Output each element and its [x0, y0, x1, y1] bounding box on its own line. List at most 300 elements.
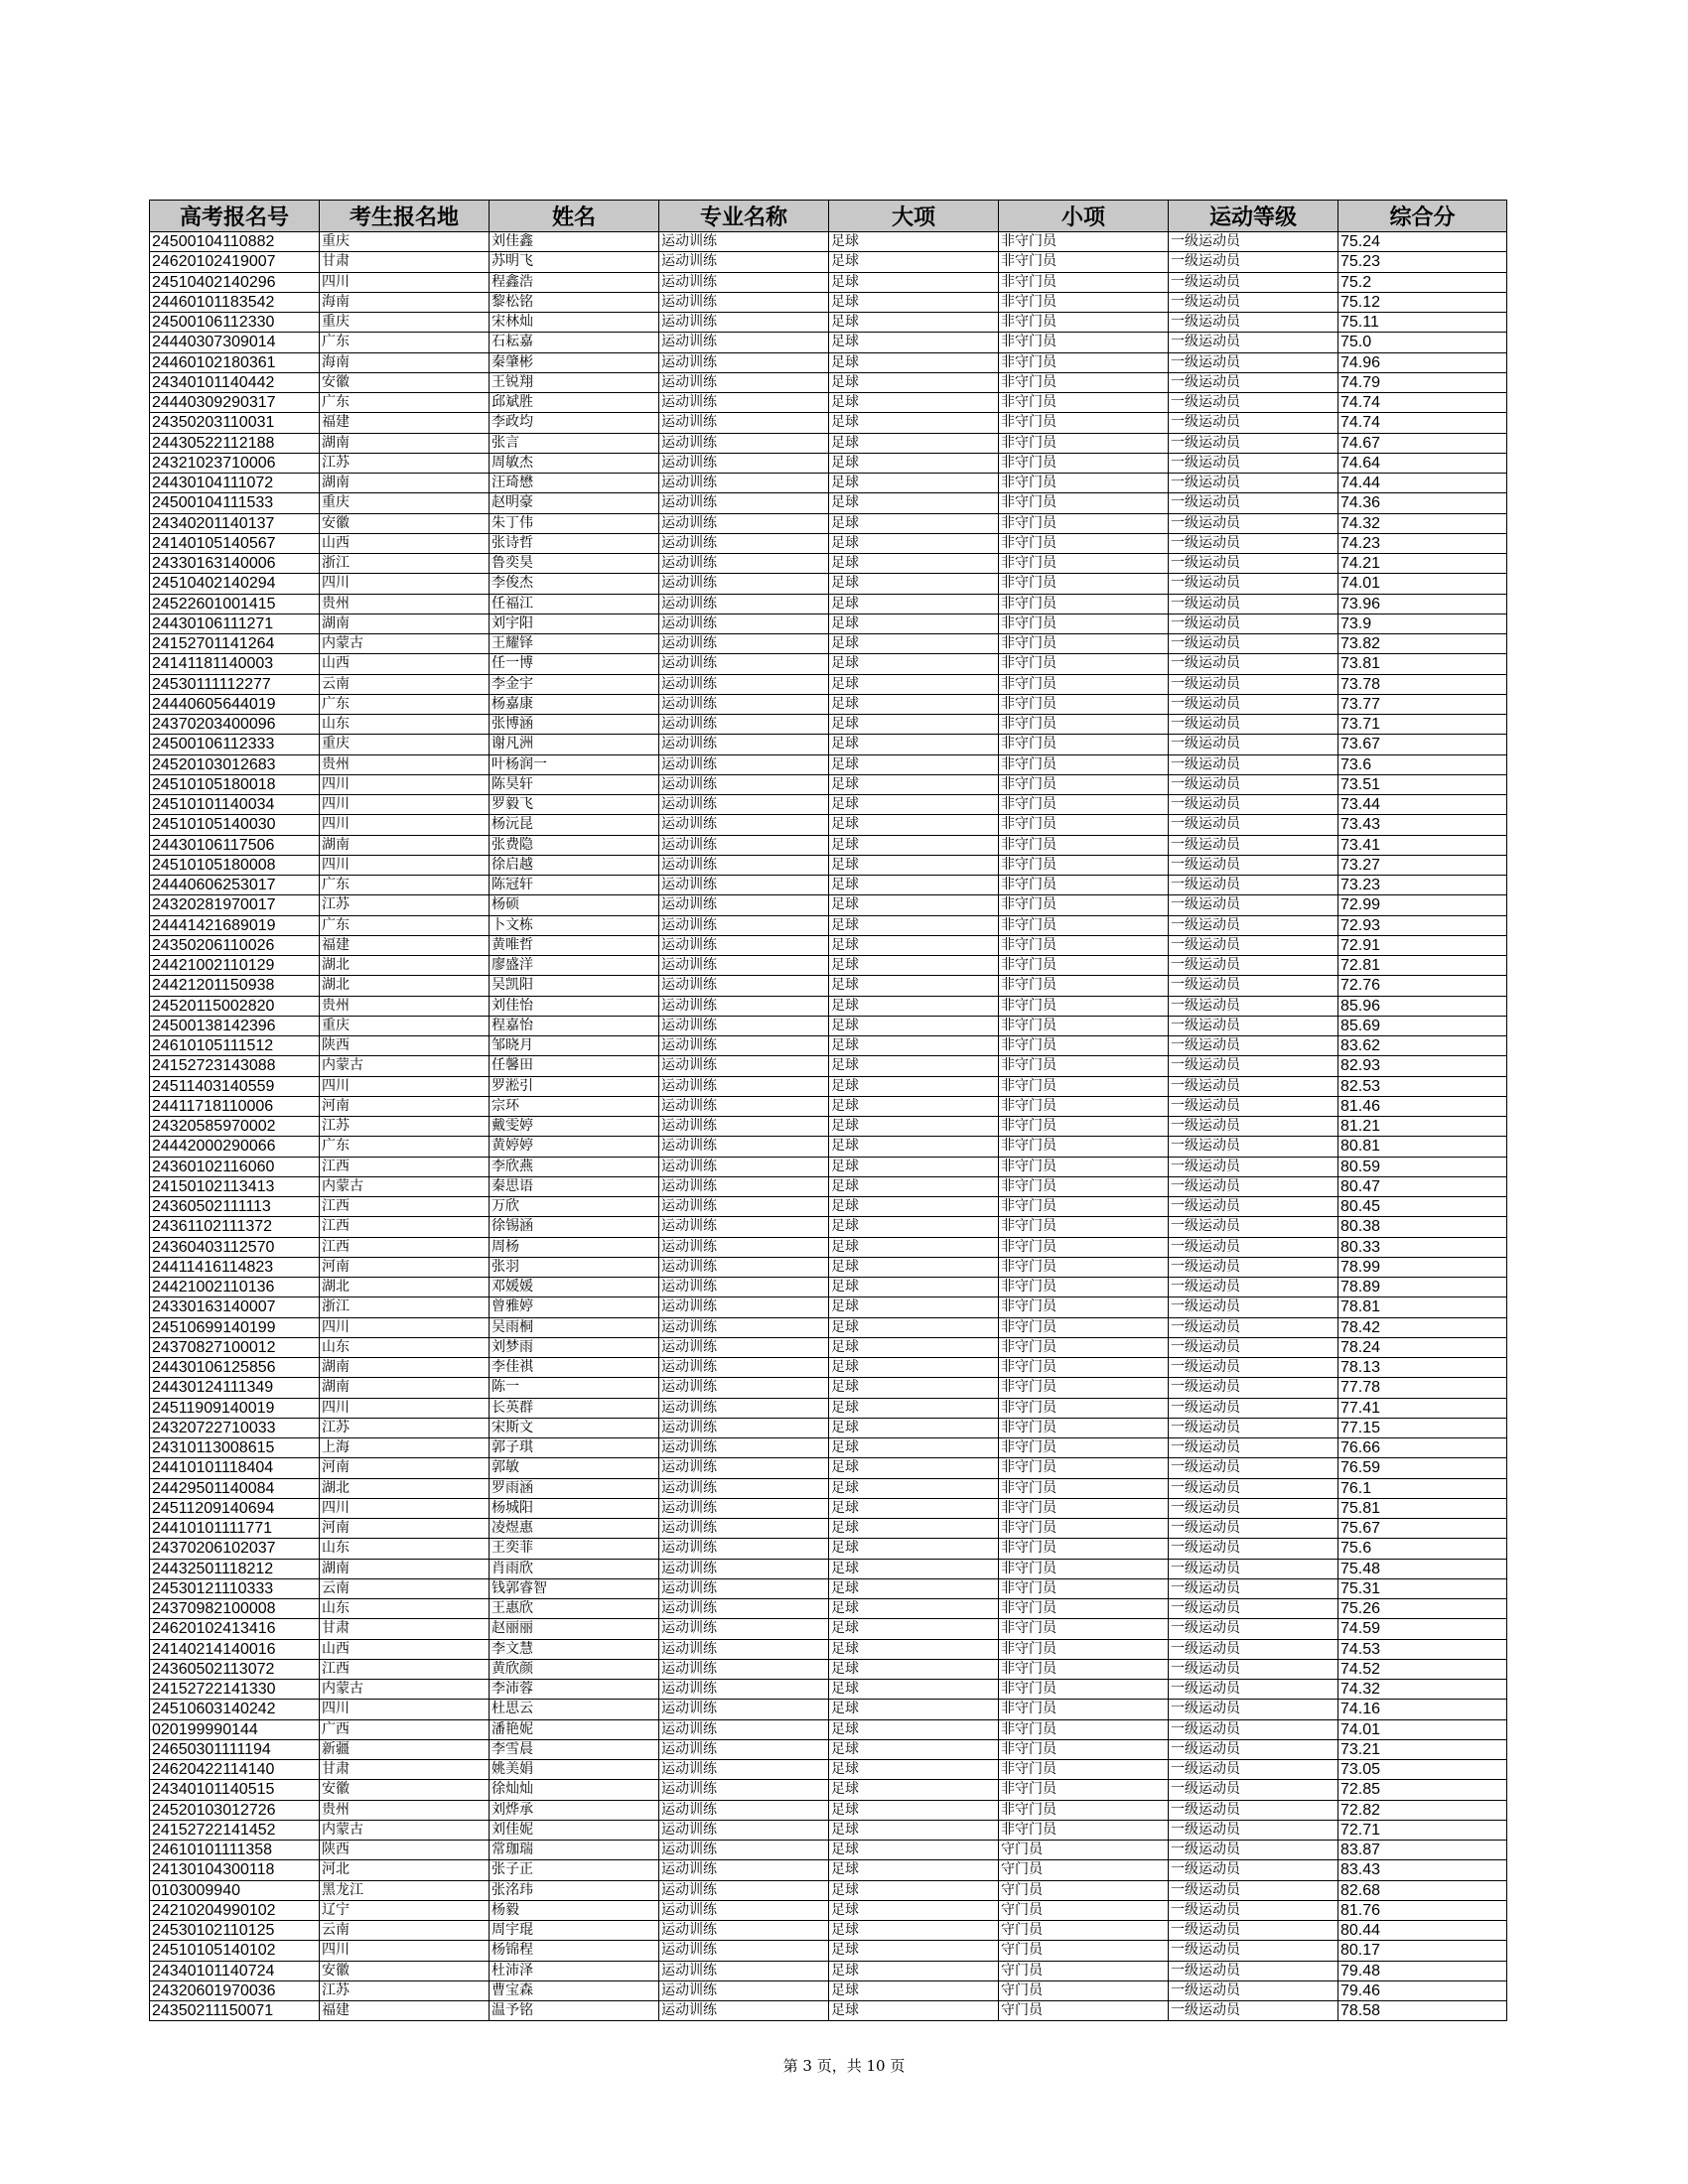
table-row	[150, 1297, 1507, 1317]
cell-subcategory: 非守门员	[999, 1680, 1169, 1700]
cell-total-score: 81.21	[1338, 1117, 1507, 1137]
cell-subcategory: 非守门员	[999, 1056, 1169, 1076]
cell-sport: 足球	[829, 1599, 999, 1619]
cell-region: 湖北	[320, 1478, 490, 1498]
cell-sport: 足球	[829, 272, 999, 292]
cell-exam-id: 24530121110333	[150, 1578, 320, 1598]
table-row	[150, 554, 1507, 574]
header-name: 姓名	[490, 201, 659, 232]
cell-major: 运动训练	[659, 433, 829, 453]
cell-region: 湖北	[320, 976, 490, 996]
cell-total-score: 72.76	[1338, 976, 1507, 996]
cell-subcategory: 非守门员	[999, 1458, 1169, 1478]
table-row	[150, 1137, 1507, 1157]
cell-region: 四川	[320, 855, 490, 875]
cell-exam-id: 24340101140724	[150, 1961, 320, 1980]
cell-sport: 足球	[829, 1278, 999, 1297]
cell-exam-id: 24340201140137	[150, 513, 320, 533]
cell-major: 运动训练	[659, 1438, 829, 1458]
table-row	[150, 1980, 1507, 2000]
cell-region: 山西	[320, 533, 490, 553]
cell-sport: 足球	[829, 352, 999, 372]
cell-region: 甘肃	[320, 252, 490, 272]
cell-major: 运动训练	[659, 2001, 829, 2021]
cell-name: 杨锦程	[490, 1941, 659, 1961]
cell-name: 谢凡洲	[490, 735, 659, 754]
table-row	[150, 1036, 1507, 1056]
cell-total-score: 72.85	[1338, 1780, 1507, 1800]
cell-major: 运动训练	[659, 1880, 829, 1900]
cell-major: 运动训练	[659, 1559, 829, 1578]
cell-exam-id: 24210204990102	[150, 1900, 320, 1920]
cell-athlete-level: 一级运动员	[1169, 1418, 1338, 1437]
cell-region: 河南	[320, 1096, 490, 1116]
cell-region: 内蒙古	[320, 1176, 490, 1196]
cell-subcategory: 非守门员	[999, 1237, 1169, 1257]
cell-region: 四川	[320, 1317, 490, 1337]
cell-total-score: 74.36	[1338, 493, 1507, 513]
table-row	[150, 1860, 1507, 1880]
cell-exam-id: 24430104111072	[150, 474, 320, 493]
table-row	[150, 1016, 1507, 1035]
cell-name: 刘佳鑫	[490, 232, 659, 252]
cell-total-score: 76.66	[1338, 1438, 1507, 1458]
cell-name: 程嘉怡	[490, 1016, 659, 1035]
cell-total-score: 81.46	[1338, 1096, 1507, 1116]
cell-total-score: 80.45	[1338, 1197, 1507, 1217]
cell-major: 运动训练	[659, 1539, 829, 1559]
cell-athlete-level: 一级运动员	[1169, 313, 1338, 333]
cell-major: 运动训练	[659, 855, 829, 875]
cell-exam-id: 24411718110006	[150, 1096, 320, 1116]
cell-sport: 足球	[829, 1659, 999, 1679]
cell-sport: 足球	[829, 413, 999, 433]
cell-region: 江西	[320, 1197, 490, 1217]
cell-athlete-level: 一级运动员	[1169, 795, 1338, 815]
cell-athlete-level: 一级运动员	[1169, 1519, 1338, 1539]
cell-athlete-level: 一级运动员	[1169, 1438, 1338, 1458]
cell-name: 程鑫浩	[490, 272, 659, 292]
cell-name: 任福江	[490, 594, 659, 614]
cell-exam-id: 24140105140567	[150, 533, 320, 553]
table-row	[150, 1337, 1507, 1357]
cell-region: 江西	[320, 1237, 490, 1257]
cell-region: 广东	[320, 333, 490, 352]
table-row	[150, 1096, 1507, 1116]
cell-sport: 足球	[829, 453, 999, 473]
cell-name: 秦思语	[490, 1176, 659, 1196]
table-row	[150, 1176, 1507, 1196]
cell-region: 安徽	[320, 513, 490, 533]
cell-major: 运动训练	[659, 1961, 829, 1980]
cell-athlete-level: 一级运动员	[1169, 1337, 1338, 1357]
cell-exam-id: 24510105140102	[150, 1941, 320, 1961]
cell-region: 湖北	[320, 956, 490, 976]
table-row	[150, 1458, 1507, 1478]
cell-name: 凌煜惠	[490, 1519, 659, 1539]
cell-sport: 足球	[829, 1217, 999, 1237]
cell-subcategory: 非守门员	[999, 634, 1169, 654]
cell-total-score: 73.05	[1338, 1760, 1507, 1780]
cell-total-score: 73.78	[1338, 674, 1507, 694]
cell-name: 杜思云	[490, 1700, 659, 1719]
table-row	[150, 956, 1507, 976]
cell-exam-id: 24520103012683	[150, 754, 320, 774]
table-row	[150, 1880, 1507, 1900]
cell-athlete-level: 一级运动员	[1169, 333, 1338, 352]
cell-major: 运动训练	[659, 1257, 829, 1277]
cell-sport: 足球	[829, 1398, 999, 1418]
table-row	[150, 1659, 1507, 1679]
cell-total-score: 73.96	[1338, 594, 1507, 614]
cell-name: 郭子琪	[490, 1438, 659, 1458]
cell-exam-id: 24370206102037	[150, 1539, 320, 1559]
cell-athlete-level: 一级运动员	[1169, 2001, 1338, 2021]
table-row	[150, 1519, 1507, 1539]
cell-exam-id: 24432501118212	[150, 1559, 320, 1578]
cell-major: 运动训练	[659, 292, 829, 312]
table-row	[150, 795, 1507, 815]
cell-athlete-level: 一级运动员	[1169, 915, 1338, 935]
cell-subcategory: 守门员	[999, 1900, 1169, 1920]
table-row	[150, 1056, 1507, 1076]
cell-subcategory: 非守门员	[999, 654, 1169, 674]
cell-subcategory: 非守门员	[999, 1096, 1169, 1116]
cell-subcategory: 非守门员	[999, 1559, 1169, 1578]
cell-exam-id: 24410101118404	[150, 1458, 320, 1478]
cell-name: 吴雨桐	[490, 1317, 659, 1337]
table-row	[150, 1599, 1507, 1619]
cell-athlete-level: 一级运动员	[1169, 352, 1338, 372]
cell-major: 运动训练	[659, 1719, 829, 1739]
cell-subcategory: 守门员	[999, 2001, 1169, 2021]
cell-total-score: 74.53	[1338, 1639, 1507, 1659]
cell-subcategory: 非守门员	[999, 513, 1169, 533]
cell-exam-id: 24620102419007	[150, 252, 320, 272]
cell-subcategory: 非守门员	[999, 815, 1169, 835]
table-row	[150, 1780, 1507, 1800]
cell-name: 王耀铎	[490, 634, 659, 654]
cell-athlete-level: 一级运动员	[1169, 1076, 1338, 1096]
table-row	[150, 715, 1507, 735]
cell-sport: 足球	[829, 1438, 999, 1458]
cell-subcategory: 守门员	[999, 1941, 1169, 1961]
cell-exam-id: 020199990144	[150, 1719, 320, 1739]
cell-total-score: 81.76	[1338, 1900, 1507, 1920]
cell-athlete-level: 一级运动员	[1169, 474, 1338, 493]
cell-subcategory: 非守门员	[999, 876, 1169, 895]
cell-sport: 足球	[829, 815, 999, 835]
cell-exam-id: 24360403112570	[150, 1237, 320, 1257]
cell-region: 贵州	[320, 754, 490, 774]
table-row	[150, 1076, 1507, 1096]
table-row	[150, 493, 1507, 513]
table-row	[150, 1358, 1507, 1378]
cell-subcategory: 非守门员	[999, 1197, 1169, 1217]
cell-region: 福建	[320, 2001, 490, 2021]
cell-exam-id: 24510105180018	[150, 774, 320, 794]
cell-athlete-level: 一级运动员	[1169, 1820, 1338, 1840]
table-row	[150, 1478, 1507, 1498]
cell-subcategory: 非守门员	[999, 956, 1169, 976]
cell-name: 吴凯阳	[490, 976, 659, 996]
cell-athlete-level: 一级运动员	[1169, 1378, 1338, 1398]
cell-sport: 足球	[829, 493, 999, 513]
cell-major: 运动训练	[659, 915, 829, 935]
cell-subcategory: 非守门员	[999, 614, 1169, 633]
cell-total-score: 80.38	[1338, 1217, 1507, 1237]
header-region: 考生报名地	[320, 201, 490, 232]
header-major: 专业名称	[659, 201, 829, 232]
cell-major: 运动训练	[659, 1398, 829, 1418]
cell-subcategory: 非守门员	[999, 1659, 1169, 1679]
cell-athlete-level: 一级运动员	[1169, 1317, 1338, 1337]
cell-total-score: 75.67	[1338, 1519, 1507, 1539]
cell-subcategory: 非守门员	[999, 1358, 1169, 1378]
cell-sport: 足球	[829, 1016, 999, 1035]
cell-total-score: 73.44	[1338, 795, 1507, 815]
cell-exam-id: 24430106125856	[150, 1358, 320, 1378]
cell-exam-id: 24360102116060	[150, 1157, 320, 1176]
cell-athlete-level: 一级运动员	[1169, 1841, 1338, 1860]
cell-region: 内蒙古	[320, 1680, 490, 1700]
table-row	[150, 1117, 1507, 1137]
cell-athlete-level: 一级运动员	[1169, 232, 1338, 252]
cell-total-score: 77.41	[1338, 1398, 1507, 1418]
cell-exam-id: 24500106112330	[150, 313, 320, 333]
cell-sport: 足球	[829, 694, 999, 714]
cell-total-score: 74.32	[1338, 513, 1507, 533]
cell-total-score: 73.21	[1338, 1739, 1507, 1759]
cell-subcategory: 非守门员	[999, 594, 1169, 614]
table-row	[150, 393, 1507, 413]
cell-exam-id: 24511909140019	[150, 1398, 320, 1418]
cell-subcategory: 非守门员	[999, 1317, 1169, 1337]
cell-exam-id: 24152701141264	[150, 634, 320, 654]
cell-exam-id: 24530111112277	[150, 674, 320, 694]
cell-total-score: 76.59	[1338, 1458, 1507, 1478]
table-row	[150, 614, 1507, 633]
admission-table	[149, 200, 1507, 2021]
cell-subcategory: 非守门员	[999, 935, 1169, 955]
cell-name: 杜沛泽	[490, 1961, 659, 1980]
cell-major: 运动训练	[659, 1056, 829, 1076]
cell-exam-id: 24430124111349	[150, 1378, 320, 1398]
cell-name: 任一博	[490, 654, 659, 674]
cell-major: 运动训练	[659, 1578, 829, 1598]
cell-major: 运动训练	[659, 333, 829, 352]
cell-sport: 足球	[829, 1680, 999, 1700]
cell-total-score: 73.41	[1338, 835, 1507, 855]
cell-exam-id: 24410101111771	[150, 1519, 320, 1539]
cell-sport: 足球	[829, 654, 999, 674]
cell-athlete-level: 一级运动员	[1169, 1056, 1338, 1076]
cell-total-score: 72.71	[1338, 1820, 1507, 1840]
cell-exam-id: 24510699140199	[150, 1317, 320, 1337]
cell-total-score: 78.89	[1338, 1278, 1507, 1297]
cell-exam-id: 24330163140006	[150, 554, 320, 574]
cell-total-score: 74.44	[1338, 474, 1507, 493]
cell-subcategory: 非守门员	[999, 1076, 1169, 1096]
cell-major: 运动训练	[659, 1337, 829, 1357]
cell-subcategory: 非守门员	[999, 1619, 1169, 1639]
cell-sport: 足球	[829, 935, 999, 955]
table-row	[150, 1680, 1507, 1700]
cell-major: 运动训练	[659, 754, 829, 774]
cell-sport: 足球	[829, 1096, 999, 1116]
cell-sport: 足球	[829, 252, 999, 272]
cell-exam-id: 24511403140559	[150, 1076, 320, 1096]
cell-athlete-level: 一级运动员	[1169, 372, 1338, 392]
cell-major: 运动训练	[659, 634, 829, 654]
table-row	[150, 1841, 1507, 1860]
cell-exam-id: 24430106111271	[150, 614, 320, 633]
cell-major: 运动训练	[659, 935, 829, 955]
cell-region: 甘肃	[320, 1619, 490, 1639]
cell-name: 陈昊轩	[490, 774, 659, 794]
cell-major: 运动训练	[659, 694, 829, 714]
cell-athlete-level: 一级运动员	[1169, 252, 1338, 272]
table-row	[150, 774, 1507, 794]
cell-sport: 足球	[829, 614, 999, 633]
table-body	[150, 232, 1507, 2021]
cell-region: 广西	[320, 1719, 490, 1739]
cell-sport: 足球	[829, 1519, 999, 1539]
cell-sport: 足球	[829, 292, 999, 312]
cell-region: 安徽	[320, 1780, 490, 1800]
cell-name: 刘宇阳	[490, 614, 659, 633]
table-row	[150, 815, 1507, 835]
cell-name: 李雪晨	[490, 1739, 659, 1759]
cell-sport: 足球	[829, 674, 999, 694]
cell-athlete-level: 一级运动员	[1169, 574, 1338, 594]
cell-name: 李政均	[490, 413, 659, 433]
cell-exam-id: 24430522112188	[150, 433, 320, 453]
cell-sport: 足球	[829, 1700, 999, 1719]
cell-subcategory: 非守门员	[999, 1498, 1169, 1518]
cell-sport: 足球	[829, 1176, 999, 1196]
cell-total-score: 78.81	[1338, 1297, 1507, 1317]
cell-total-score: 74.52	[1338, 1659, 1507, 1679]
cell-total-score: 73.51	[1338, 774, 1507, 794]
cell-major: 运动训练	[659, 1478, 829, 1498]
table-row	[150, 574, 1507, 594]
cell-exam-id: 24441421689019	[150, 915, 320, 935]
cell-exam-id: 0103009940	[150, 1880, 320, 1900]
cell-region: 河南	[320, 1519, 490, 1539]
cell-exam-id: 24340101140515	[150, 1780, 320, 1800]
cell-total-score: 74.23	[1338, 533, 1507, 553]
cell-subcategory: 非守门员	[999, 1157, 1169, 1176]
cell-name: 曹宝森	[490, 1980, 659, 2000]
cell-region: 内蒙古	[320, 1820, 490, 1840]
cell-athlete-level: 一级运动员	[1169, 1961, 1338, 1980]
page-footer: 第 3 页，共 10 页	[782, 2057, 906, 2075]
cell-exam-id: 24429501140084	[150, 1478, 320, 1498]
cell-athlete-level: 一级运动员	[1169, 1539, 1338, 1559]
cell-name: 赵明豪	[490, 493, 659, 513]
cell-region: 河北	[320, 1860, 490, 1880]
cell-subcategory: 非守门员	[999, 694, 1169, 714]
cell-athlete-level: 一级运动员	[1169, 453, 1338, 473]
cell-athlete-level: 一级运动员	[1169, 1739, 1338, 1759]
cell-subcategory: 非守门员	[999, 372, 1169, 392]
cell-subcategory: 非守门员	[999, 754, 1169, 774]
table-row	[150, 352, 1507, 372]
cell-subcategory: 非守门员	[999, 1578, 1169, 1598]
cell-major: 运动训练	[659, 474, 829, 493]
cell-exam-id: 24141181140003	[150, 654, 320, 674]
cell-exam-id: 24350211150071	[150, 2001, 320, 2021]
cell-total-score: 78.99	[1338, 1257, 1507, 1277]
cell-region: 海南	[320, 352, 490, 372]
cell-sport: 足球	[829, 1458, 999, 1478]
cell-total-score: 85.69	[1338, 1016, 1507, 1035]
cell-athlete-level: 一级运动员	[1169, 1800, 1338, 1820]
cell-sport: 足球	[829, 513, 999, 533]
cell-subcategory: 非守门员	[999, 835, 1169, 855]
cell-exam-id: 24370203400096	[150, 715, 320, 735]
cell-athlete-level: 一级运动员	[1169, 433, 1338, 453]
cell-region: 四川	[320, 815, 490, 835]
cell-sport: 足球	[829, 1117, 999, 1137]
cell-subcategory: 非守门员	[999, 915, 1169, 935]
cell-athlete-level: 一级运动员	[1169, 1217, 1338, 1237]
cell-region: 甘肃	[320, 1760, 490, 1780]
cell-major: 运动训练	[659, 1639, 829, 1659]
cell-region: 福建	[320, 413, 490, 433]
cell-subcategory: 非守门员	[999, 453, 1169, 473]
table-row	[150, 1157, 1507, 1176]
cell-athlete-level: 一级运动员	[1169, 815, 1338, 835]
cell-exam-id: 24510101140034	[150, 795, 320, 815]
cell-athlete-level: 一级运动员	[1169, 1478, 1338, 1498]
cell-sport: 足球	[829, 2001, 999, 2021]
cell-name: 秦肇彬	[490, 352, 659, 372]
cell-region: 广东	[320, 393, 490, 413]
table-row	[150, 1217, 1507, 1237]
cell-exam-id: 24520115002820	[150, 996, 320, 1016]
cell-athlete-level: 一级运动员	[1169, 1639, 1338, 1659]
cell-name: 张子正	[490, 1860, 659, 1880]
cell-name: 杨城阳	[490, 1498, 659, 1518]
cell-name: 宋林灿	[490, 313, 659, 333]
cell-region: 四川	[320, 1498, 490, 1518]
cell-athlete-level: 一级运动员	[1169, 393, 1338, 413]
table-row	[150, 1438, 1507, 1458]
cell-region: 山东	[320, 1337, 490, 1357]
cell-name: 曾雅婷	[490, 1297, 659, 1317]
cell-athlete-level: 一级运动员	[1169, 1760, 1338, 1780]
cell-name: 刘佳怡	[490, 996, 659, 1016]
cell-subcategory: 非守门员	[999, 433, 1169, 453]
cell-exam-id: 24500104110882	[150, 232, 320, 252]
cell-sport: 足球	[829, 1498, 999, 1518]
cell-region: 湖南	[320, 1559, 490, 1578]
cell-athlete-level: 一级运动员	[1169, 895, 1338, 915]
cell-total-score: 83.43	[1338, 1860, 1507, 1880]
cell-sport: 足球	[829, 1760, 999, 1780]
cell-sport: 足球	[829, 956, 999, 976]
cell-subcategory: 守门员	[999, 1880, 1169, 1900]
cell-subcategory: 非守门员	[999, 1278, 1169, 1297]
cell-region: 海南	[320, 292, 490, 312]
cell-region: 四川	[320, 272, 490, 292]
cell-total-score: 74.79	[1338, 372, 1507, 392]
cell-subcategory: 非守门员	[999, 333, 1169, 352]
cell-region: 云南	[320, 1921, 490, 1941]
table-row	[150, 1418, 1507, 1437]
